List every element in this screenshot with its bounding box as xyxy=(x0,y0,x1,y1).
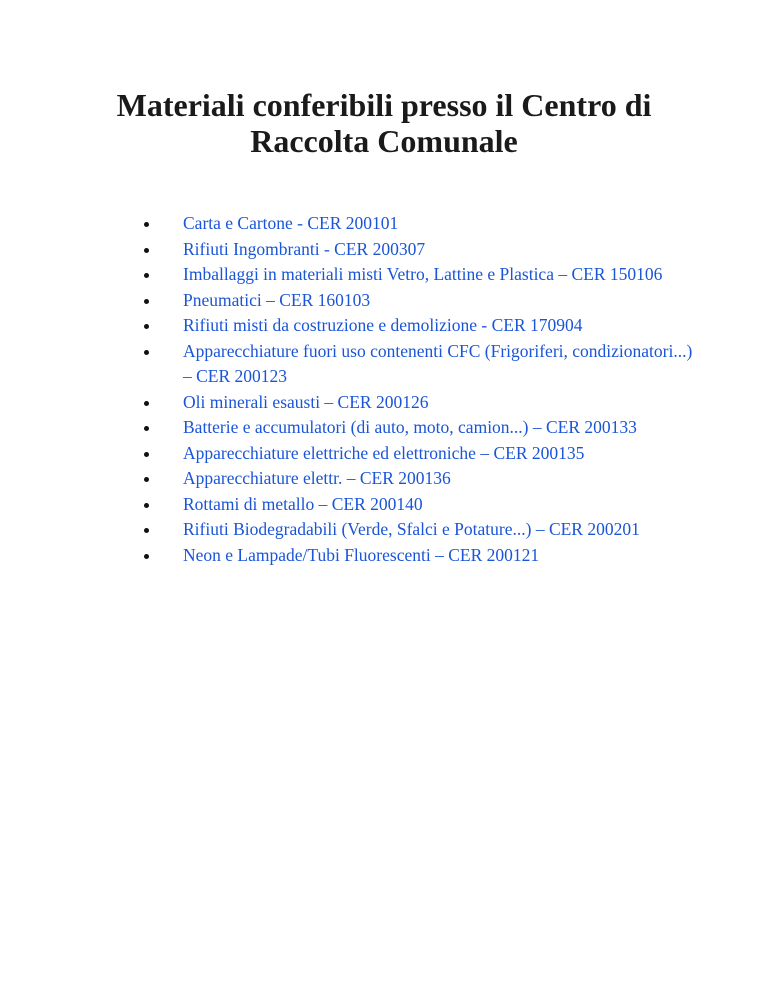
bullet-icon xyxy=(144,452,149,457)
material-link[interactable]: Carta e Cartone - CER 200101 xyxy=(183,213,399,233)
list-item xyxy=(136,390,696,416)
bullet-icon xyxy=(144,299,149,304)
list-item xyxy=(136,517,696,543)
material-link[interactable]: Pneumatici – CER 160103 xyxy=(183,289,371,310)
list-item xyxy=(136,466,696,492)
material-link[interactable]: Oli minerali esausti – CER 200126 xyxy=(183,391,429,412)
material-link[interactable]: Rifiuti Ingombranti - CER 200307 xyxy=(183,238,426,259)
list-item xyxy=(136,237,696,263)
material-link[interactable]: Apparecchiature fuori uso contenenti CFC (Frigoriferi, condizionatori...) – CER 200123 xyxy=(183,340,693,386)
list-item xyxy=(136,543,696,569)
material-link[interactable]: Rifiuti Biodegradabili (Verde, Sfalci e Potature...) – CER 200201 xyxy=(183,519,640,539)
bullet-icon xyxy=(144,350,149,355)
bullet-icon xyxy=(144,554,149,559)
material-link[interactable]: Apparecchiature elettriche ed elettroniche – CER 200135 xyxy=(183,442,585,463)
list-item xyxy=(136,313,696,339)
page-title: Materiali conferibili presso il Centro di Raccolta Comunale xyxy=(116,87,652,159)
material-link[interactable]: Imballaggi in materiali misti Vetro, Lattine e Plastica – CER 150106 xyxy=(183,264,663,284)
bullet-icon xyxy=(144,324,149,329)
bullet-icon xyxy=(144,426,149,431)
list-item xyxy=(136,211,696,237)
material-link[interactable]: Neon e Lampade/Tubi Fluorescenti – CER 200121 xyxy=(183,544,540,565)
bullet-icon xyxy=(144,477,149,482)
bullet-icon xyxy=(144,528,149,533)
material-link[interactable]: Rifiuti misti da costruzione e demolizione - CER 170904 xyxy=(183,315,583,335)
bullet-icon xyxy=(144,401,149,406)
material-link[interactable]: Batterie e accumulatori (di auto, moto, camion...) – CER 200133 xyxy=(183,417,637,437)
list-item xyxy=(136,492,696,518)
list-item xyxy=(136,441,696,467)
materials-list xyxy=(136,211,696,568)
material-link[interactable]: Apparecchiature elettr. – CER 200136 xyxy=(183,468,451,488)
list-item xyxy=(136,262,696,288)
bullet-icon xyxy=(144,273,149,278)
bullet-icon xyxy=(144,222,149,227)
bullet-icon xyxy=(144,503,149,508)
list-item xyxy=(136,339,696,390)
list-item xyxy=(136,288,696,314)
bullet-icon xyxy=(144,248,149,253)
material-link[interactable]: Rottami di metallo – CER 200140 xyxy=(183,493,423,514)
list-item xyxy=(136,415,696,441)
